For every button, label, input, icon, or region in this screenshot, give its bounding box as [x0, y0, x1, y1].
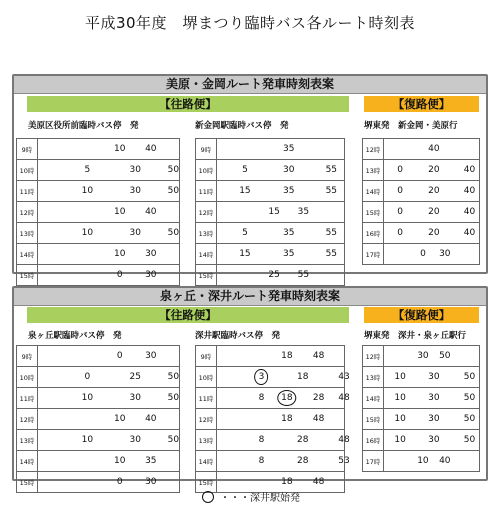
timetable-row	[363, 160, 480, 181]
hour-cell: 11時	[196, 181, 217, 202]
minutes-cell	[217, 181, 345, 202]
departure-minute: 55	[297, 270, 310, 280]
stop-label: 新金岡駅臨時バス停 発	[195, 121, 289, 131]
timetable-row	[17, 139, 180, 160]
timetable-row	[17, 202, 180, 223]
minutes-cell	[217, 244, 345, 265]
departure-minute: 50	[167, 435, 180, 445]
fukai-origin-circle: 18	[277, 390, 296, 406]
minutes-cell	[38, 244, 180, 265]
departure-minute: 28	[312, 393, 325, 403]
timetable-row	[196, 202, 345, 223]
timetable-row	[17, 409, 180, 430]
timetable-row	[17, 472, 180, 493]
departure-minute: 10	[81, 435, 94, 445]
departure-minute: 35	[283, 186, 295, 196]
timetable-row	[363, 202, 480, 223]
minutes-cell	[217, 409, 345, 430]
timetable-row	[196, 139, 345, 160]
timetable-row	[17, 346, 180, 367]
departure-minute: 30	[129, 435, 142, 445]
timetable-row	[363, 451, 480, 472]
fukai-origin-circle: 3	[255, 369, 269, 385]
minutes-cell	[384, 223, 480, 244]
departure-minute: 53	[338, 456, 350, 466]
departure-minute: 10	[81, 393, 94, 403]
hour-cell: 9時	[196, 139, 217, 160]
minutes-cell	[217, 160, 345, 181]
departure-minute: 5	[84, 165, 91, 175]
stop-label: 深井駅臨時バス停 発	[195, 331, 281, 341]
departure-minute	[277, 388, 296, 408]
departure-minute: 50	[167, 228, 180, 238]
departure-minute: 10	[81, 186, 94, 196]
departure-minute: 10	[417, 456, 429, 466]
timetable-row	[363, 244, 480, 265]
minutes-cell	[217, 202, 345, 223]
minutes-cell	[38, 139, 180, 160]
departure-minute: 18	[281, 414, 293, 424]
departure-minute	[255, 367, 269, 387]
departure-minute: 30	[439, 249, 451, 259]
departure-minute: 30	[428, 393, 440, 403]
departure-minute: 10	[81, 228, 94, 238]
timetable-row	[196, 367, 345, 388]
return-label: 【復路便】	[364, 307, 479, 323]
departure-minute: 25	[129, 372, 142, 382]
departure-minute: 8	[258, 393, 265, 403]
departure-minute: 50	[167, 186, 180, 196]
timetable-row	[196, 388, 345, 409]
circle-icon	[202, 491, 214, 503]
hour-cell: 14時	[363, 388, 384, 409]
departure-minute: 10	[114, 249, 126, 259]
departure-minute: 40	[145, 207, 157, 217]
departure-minute: 10	[394, 435, 406, 445]
departure-minute: 0	[397, 207, 404, 217]
departure-minute: 40	[428, 144, 440, 154]
departure-minute: 30	[129, 186, 142, 196]
minutes-cell	[38, 223, 180, 244]
departure-minute: 55	[325, 186, 338, 196]
departure-minute: 40	[463, 228, 476, 238]
minutes-cell	[384, 202, 480, 223]
departure-minute: 55	[325, 165, 338, 175]
departure-minute: 48	[312, 414, 325, 424]
section-header: 泉ヶ丘・深井ルート発車時刻表案	[14, 288, 486, 306]
departure-minute: 10	[114, 207, 126, 217]
timetable-row	[196, 265, 345, 286]
departure-minute: 30	[129, 393, 142, 403]
section-header: 美原・金岡ルート発車時刻表案	[14, 76, 486, 94]
timetable-row	[363, 430, 480, 451]
departure-minute: 50	[463, 414, 476, 424]
timetable-row	[196, 430, 345, 451]
departure-minute: 48	[312, 477, 325, 487]
departure-minute: 10	[114, 414, 126, 424]
hour-cell: 15時	[196, 265, 217, 286]
timetable-row	[17, 367, 180, 388]
minutes-cell	[384, 160, 480, 181]
minutes-cell	[217, 367, 350, 388]
departure-minute: 8	[258, 435, 265, 445]
timetable-row	[363, 346, 480, 367]
hour-cell: 13時	[196, 430, 217, 451]
minutes-cell	[38, 160, 180, 181]
minutes-cell	[38, 202, 180, 223]
outbound-label: 【往路便】	[27, 307, 349, 323]
minutes-cell	[384, 346, 480, 367]
hour-cell: 15時	[196, 472, 217, 493]
hour-cell: 10時	[17, 367, 38, 388]
departure-minute: 30	[283, 165, 295, 175]
hour-cell: 9時	[17, 346, 38, 367]
minutes-cell	[384, 451, 480, 472]
timetable-row	[196, 409, 345, 430]
hour-cell: 13時	[17, 430, 38, 451]
page-title: 平成30年度 堺まつり臨時バス各ルート時刻表	[84, 14, 416, 32]
departure-minute: 8	[258, 456, 265, 466]
timetable-row	[196, 223, 345, 244]
departure-minute: 18	[281, 351, 293, 361]
hour-cell: 11時	[17, 388, 38, 409]
minutes-cell	[217, 388, 350, 409]
timetable	[195, 345, 350, 493]
hour-cell: 17時	[363, 451, 384, 472]
departure-minute: 0	[116, 351, 123, 361]
departure-minute: 30	[145, 249, 157, 259]
departure-minute: 0	[116, 477, 123, 487]
minutes-cell	[217, 139, 345, 160]
section-izumigaoka-fukai	[12, 286, 488, 487]
stop-label: 泉ヶ丘駅臨時バス停 発	[28, 331, 122, 341]
departure-minute: 20	[428, 207, 440, 217]
departure-minute: 40	[463, 165, 476, 175]
hour-cell: 13時	[17, 223, 38, 244]
hour-cell: 12時	[196, 409, 217, 430]
minutes-cell	[38, 388, 180, 409]
timetable-row	[196, 160, 345, 181]
departure-minute: 30	[145, 477, 157, 487]
stop-label: 堺東発 新金岡・美原行	[364, 121, 458, 131]
timetable-row	[17, 430, 180, 451]
timetable	[195, 138, 345, 286]
departure-minute: 30	[129, 228, 142, 238]
section-mihara-kanaoka	[12, 74, 488, 280]
minutes-cell	[217, 451, 350, 472]
departure-minute: 5	[242, 228, 248, 238]
departure-minute: 50	[167, 393, 180, 403]
departure-minute: 55	[325, 249, 338, 259]
hour-cell: 16時	[363, 223, 384, 244]
minutes-cell	[384, 409, 480, 430]
minutes-cell	[384, 181, 480, 202]
minutes-cell	[38, 346, 180, 367]
departure-minute: 40	[463, 186, 476, 196]
departure-minute: 10	[394, 393, 406, 403]
departure-minute: 20	[428, 228, 440, 238]
hour-cell: 12時	[363, 139, 384, 160]
hour-cell: 16時	[363, 430, 384, 451]
hour-cell: 9時	[17, 139, 38, 160]
minutes-cell	[38, 181, 180, 202]
timetable-row	[363, 367, 480, 388]
timetable-row	[17, 388, 180, 409]
departure-minute: 35	[283, 249, 295, 259]
departure-minute: 5	[242, 165, 248, 175]
departure-minute: 30	[417, 351, 429, 361]
departure-minute: 15	[239, 249, 251, 259]
hour-cell: 13時	[196, 223, 217, 244]
timetable-row	[196, 451, 345, 472]
hour-cell: 15時	[363, 202, 384, 223]
departure-minute: 0	[116, 270, 123, 280]
departure-minute: 10	[114, 144, 126, 154]
departure-minute: 18	[281, 477, 293, 487]
minutes-cell	[217, 430, 350, 451]
return-label: 【復路便】	[364, 96, 479, 112]
stop-label: 美原区役所前臨時バス停 発	[28, 121, 139, 131]
departure-minute: 10	[394, 372, 406, 382]
timetable	[16, 345, 180, 493]
departure-minute: 0	[397, 165, 404, 175]
departure-minute: 43	[338, 372, 350, 382]
departure-minute: 50	[439, 351, 451, 361]
timetable-row	[196, 181, 345, 202]
departure-minute: 10	[394, 414, 406, 424]
timetable	[362, 345, 480, 472]
departure-minute: 35	[297, 207, 310, 217]
departure-minute: 0	[84, 372, 91, 382]
timetable-row	[17, 244, 180, 265]
hour-cell: 12時	[17, 202, 38, 223]
departure-minute: 50	[463, 393, 476, 403]
departure-minute: 50	[167, 165, 180, 175]
departure-minute: 50	[463, 372, 476, 382]
departure-minute: 30	[428, 414, 440, 424]
departure-minute: 30	[129, 165, 142, 175]
timetable	[362, 138, 480, 265]
minutes-cell	[384, 367, 480, 388]
timetable-row	[17, 181, 180, 202]
departure-minute: 30	[428, 372, 440, 382]
hour-cell: 11時	[196, 388, 217, 409]
departure-minute: 0	[420, 249, 426, 259]
departure-minute: 28	[296, 456, 309, 466]
minutes-cell	[38, 367, 180, 388]
minutes-cell	[38, 409, 180, 430]
departure-minute: 40	[439, 456, 451, 466]
stop-label: 堺東発 深井・泉ヶ丘駅行	[364, 331, 467, 341]
minutes-cell	[38, 430, 180, 451]
timetable-row	[17, 223, 180, 244]
hour-cell: 9時	[196, 346, 217, 367]
hour-cell: 11時	[17, 181, 38, 202]
legend-text: ・・・深井駅始発	[220, 493, 300, 504]
departure-minute: 40	[145, 144, 157, 154]
minutes-cell	[217, 223, 345, 244]
departure-minute: 15	[239, 186, 251, 196]
timetable-row	[363, 139, 480, 160]
timetable-row	[17, 451, 180, 472]
timetable-row	[363, 388, 480, 409]
timetable-row	[363, 181, 480, 202]
timetable-row	[196, 346, 345, 367]
hour-cell: 10時	[196, 367, 217, 388]
hour-cell: 12時	[17, 409, 38, 430]
departure-minute: 25	[268, 270, 280, 280]
departure-minute: 10	[114, 456, 126, 466]
hour-cell: 13時	[363, 160, 384, 181]
minutes-cell	[384, 139, 480, 160]
departure-minute: 30	[428, 435, 440, 445]
minutes-cell	[38, 265, 180, 286]
minutes-cell	[384, 430, 480, 451]
departure-minute: 0	[397, 186, 404, 196]
minutes-cell	[38, 472, 180, 493]
hour-cell: 15時	[17, 472, 38, 493]
departure-minute: 50	[463, 435, 476, 445]
minutes-cell	[38, 451, 180, 472]
minutes-cell	[217, 265, 345, 286]
departure-minute: 20	[428, 165, 440, 175]
timetable-row	[17, 160, 180, 181]
hour-cell: 14時	[17, 244, 38, 265]
departure-minute: 20	[428, 186, 440, 196]
hour-cell: 12時	[363, 346, 384, 367]
hour-cell: 13時	[363, 367, 384, 388]
timetable-row	[363, 223, 480, 244]
minutes-cell	[384, 388, 480, 409]
hour-cell: 10時	[196, 160, 217, 181]
departure-minute: 35	[283, 144, 295, 154]
timetable-row	[196, 244, 345, 265]
departure-minute: 48	[312, 351, 325, 361]
hour-cell: 12時	[196, 202, 217, 223]
departure-minute: 50	[167, 372, 180, 382]
hour-cell: 14時	[196, 451, 217, 472]
departure-minute: 15	[268, 207, 280, 217]
hour-cell: 15時	[17, 265, 38, 286]
timetable	[16, 138, 180, 286]
departure-minute: 0	[397, 228, 404, 238]
minutes-cell	[217, 346, 345, 367]
departure-minute: 35	[145, 456, 157, 466]
departure-minute: 30	[145, 351, 157, 361]
departure-minute: 48	[338, 393, 350, 403]
departure-minute: 35	[283, 228, 295, 238]
departure-minute: 40	[463, 207, 476, 217]
timetable-row	[17, 265, 180, 286]
hour-cell: 14時	[17, 451, 38, 472]
departure-minute: 30	[145, 270, 157, 280]
departure-minute: 40	[145, 414, 157, 424]
hour-cell: 10時	[17, 160, 38, 181]
hour-cell: 15時	[363, 409, 384, 430]
departure-minute: 48	[338, 435, 350, 445]
hour-cell: 14時	[196, 244, 217, 265]
departure-minute: 55	[325, 228, 338, 238]
hour-cell: 14時	[363, 181, 384, 202]
departure-minute: 18	[296, 372, 309, 382]
minutes-cell	[384, 244, 480, 265]
legend	[202, 489, 300, 504]
departure-minute: 28	[296, 435, 309, 445]
timetable-row	[363, 409, 480, 430]
outbound-label: 【往路便】	[27, 96, 349, 112]
hour-cell: 17時	[363, 244, 384, 265]
